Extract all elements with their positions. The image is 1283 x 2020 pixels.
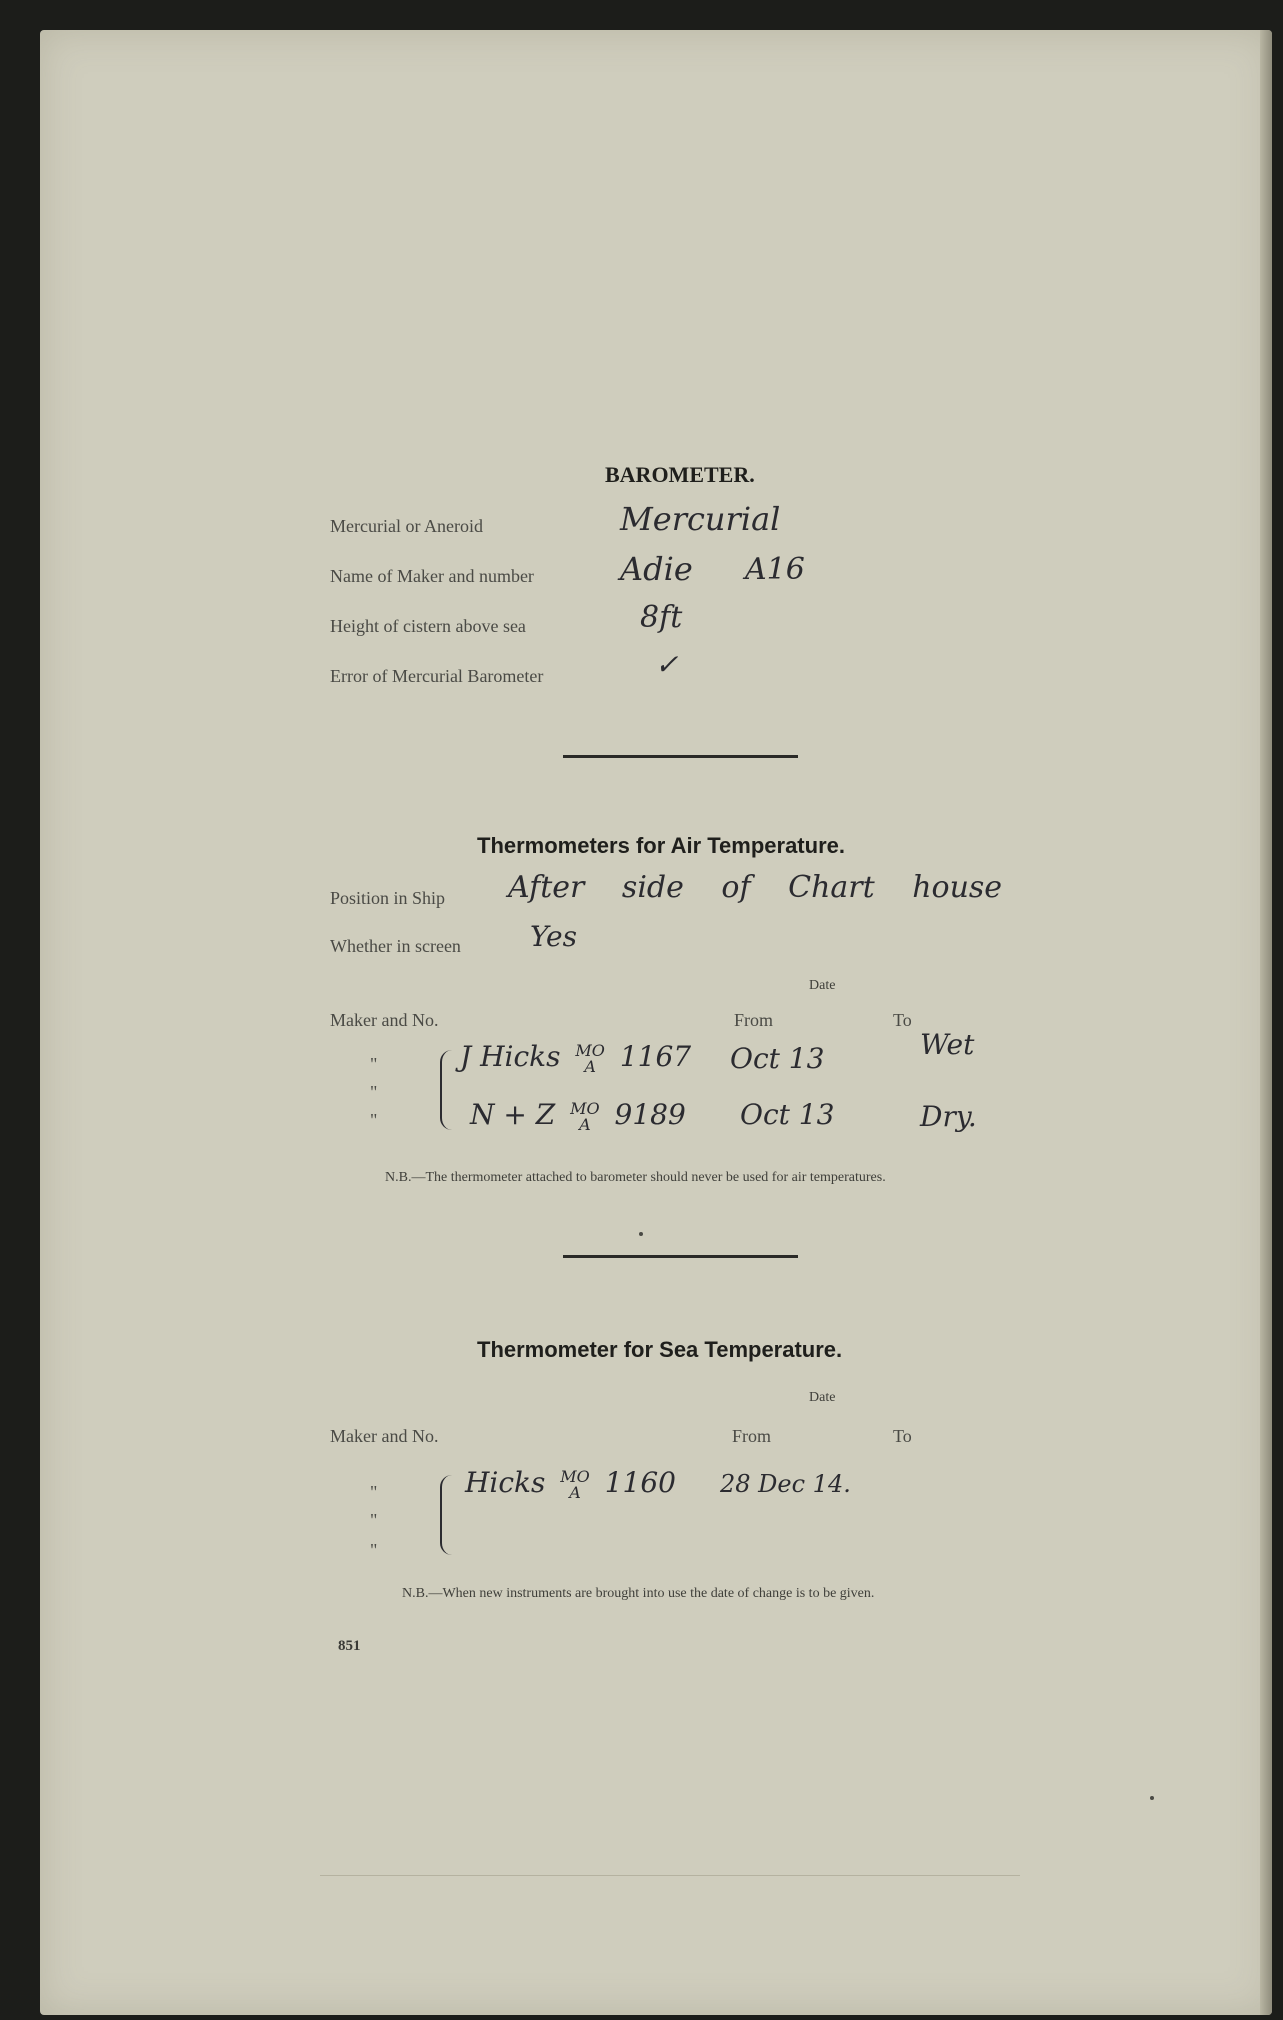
sea-ditto-1: ": [370, 1482, 378, 1502]
air-from-label: From: [734, 1010, 774, 1030]
air-ditto-1: ": [370, 1054, 378, 1074]
section-divider-2: [563, 1255, 798, 1258]
position-in-ship-label: Position in Ship: [330, 888, 446, 908]
section-divider-1: [563, 755, 798, 758]
ink-speck: [639, 1232, 643, 1236]
sea-maker-label: Maker and No.: [330, 1426, 439, 1446]
sea-entry-1: [465, 1466, 676, 1501]
whether-in-screen-value: Yes: [530, 920, 577, 953]
sea-note: N.B.—When new instruments are brought into use the date of change is to be given.: [402, 1586, 875, 1601]
maker-name-value: Adie: [620, 550, 693, 588]
sea-ditto-3: ": [370, 1540, 378, 1560]
air-entry-1-maker: J Hicks: [460, 1040, 561, 1073]
mo-mark: MO A: [560, 1466, 590, 1502]
air-entry-2-maker: N + Z: [470, 1098, 556, 1131]
mercurial-aneroid-value: Mercurial: [620, 500, 781, 538]
air-maker-label: Maker and No.: [330, 1010, 439, 1030]
form-page: [40, 30, 1272, 2015]
air-entry-2-from: Oct 13: [740, 1098, 835, 1131]
air-to-label: To: [893, 1010, 912, 1030]
air-entry-1-number: 1167: [619, 1040, 692, 1073]
whether-in-screen-label: Whether in screen: [330, 936, 461, 956]
page-number: 851: [338, 1638, 361, 1654]
air-date-label: Date: [809, 978, 836, 993]
mercurial-aneroid-label: Mercurial or Aneroid: [330, 516, 483, 536]
maker-number-label: Name of Maker and number: [330, 566, 534, 586]
air-entry-2-to: Dry.: [920, 1100, 977, 1133]
cistern-height-value: 8ft: [640, 600, 683, 635]
sea-entry-1-from: 28 Dec 14.: [720, 1470, 851, 1498]
air-entry-2: [470, 1098, 686, 1133]
maker-number-value: A16: [745, 552, 805, 587]
air-entry-1-from: Oct 13: [730, 1042, 825, 1075]
air-entry-1: [460, 1040, 691, 1075]
air-ditto-3: ": [370, 1110, 378, 1130]
mo-mark: MO A: [570, 1098, 600, 1134]
sea-from-label: From: [732, 1426, 772, 1446]
air-note: N.B.—The thermometer attached to barometer should never be used for air temperatures.: [385, 1170, 886, 1185]
air-entry-2-number: 9189: [614, 1098, 686, 1131]
barometer-title: BAROMETER.: [605, 462, 755, 487]
sea-brace: [440, 1475, 456, 1555]
position-in-ship-value: After side of Chart house: [508, 870, 1003, 905]
sea-date-label: Date: [809, 1390, 836, 1405]
barometer-error-value: ✓: [655, 648, 679, 681]
sea-thermometer-title: Thermometer for Sea Temperature.: [477, 1337, 843, 1362]
faint-fold-line: [320, 1875, 1020, 1876]
page-edge: [1260, 30, 1272, 2015]
air-thermometers-title: Thermometers for Air Temperature.: [477, 833, 845, 858]
barometer-error-label: Error of Mercurial Barometer: [330, 666, 544, 686]
sea-ditto-2: ": [370, 1510, 378, 1530]
sea-entry-1-number: 1160: [604, 1466, 676, 1499]
ink-speck: [1150, 1796, 1154, 1800]
air-entry-1-to: Wet: [920, 1028, 975, 1061]
sea-to-label: To: [893, 1426, 912, 1446]
air-ditto-2: ": [370, 1082, 378, 1102]
cistern-height-label: Height of cistern above sea: [330, 616, 526, 636]
mo-mark: MO A: [575, 1040, 605, 1076]
air-brace: [440, 1050, 456, 1130]
sea-entry-1-maker: Hicks: [465, 1466, 546, 1499]
